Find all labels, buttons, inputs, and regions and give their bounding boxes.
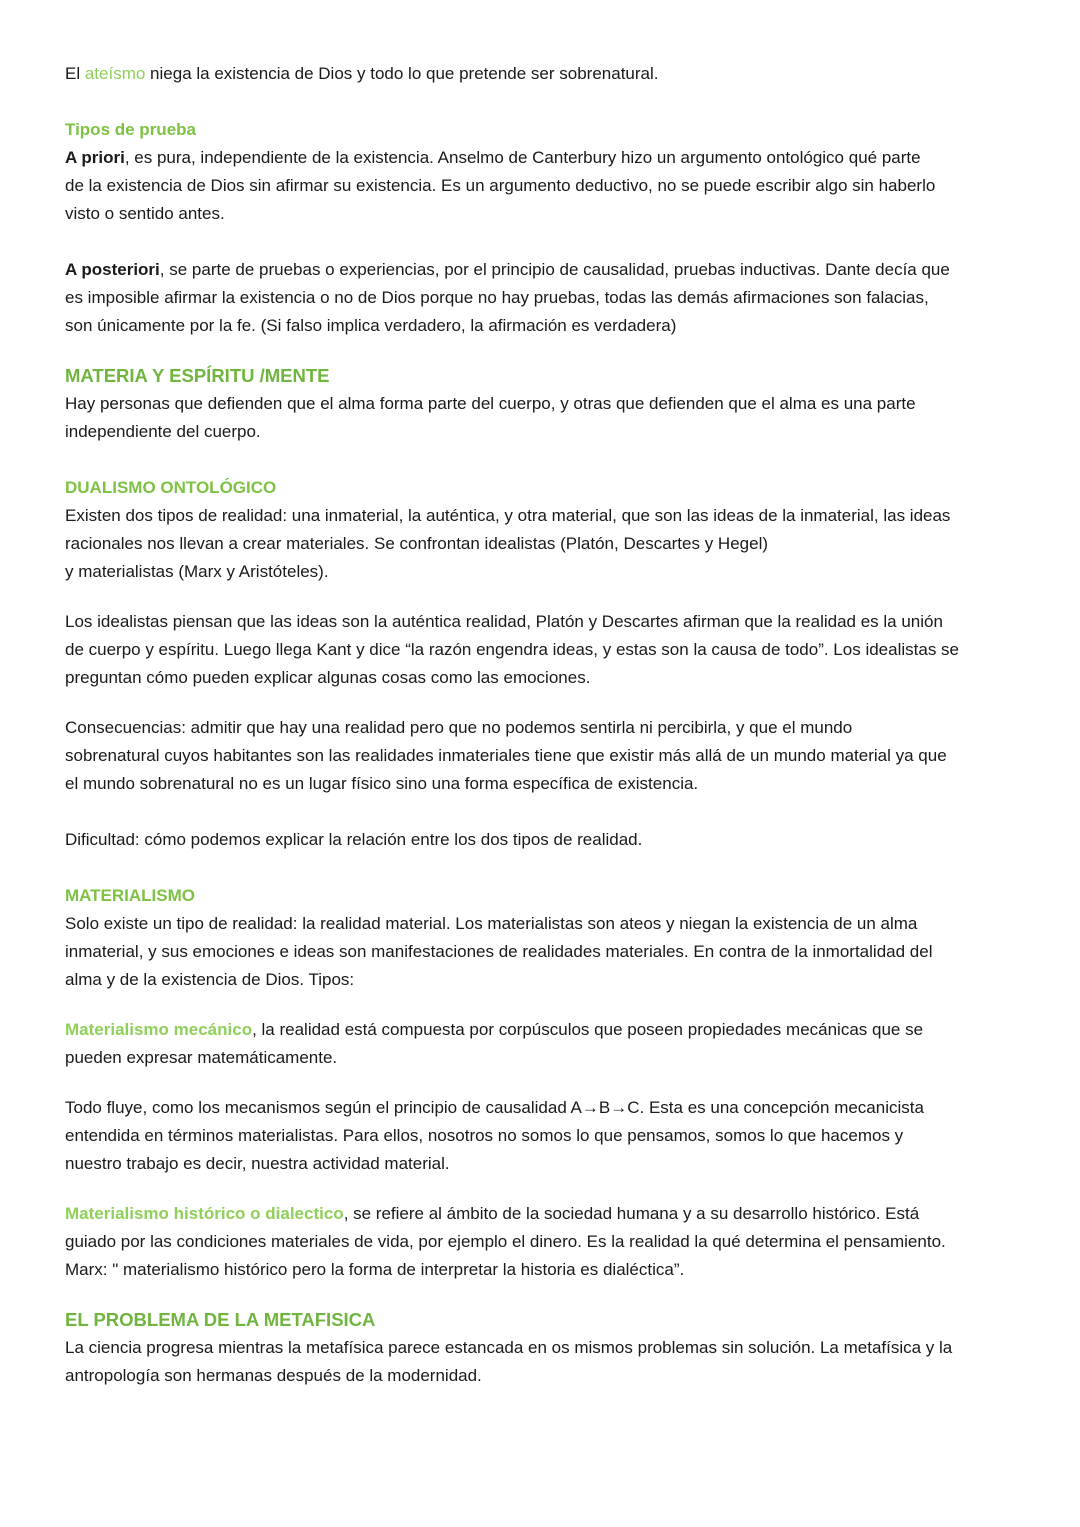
a-posteriori-term: A posteriori <box>65 260 160 279</box>
idealists-line: preguntan cómo pueden explicar algunas cosas como las emociones. <box>65 668 591 687</box>
consequences-line: sobrenatural cuyos habitantes son las realidades inmateriales tiene que existir más allá de un mundo material ya que <box>65 746 947 765</box>
a-priori-term: A priori <box>65 148 125 167</box>
document-page <box>65 60 1025 1390</box>
dualism-section <box>65 474 1025 586</box>
idealists-line: Los idealistas piensan que las ideas son la auténtica realidad, Platón y Descartes afirman que la realidad es la unión <box>65 612 943 631</box>
mechanical-materialism-term: Materialismo mecánico <box>65 1020 253 1039</box>
consequences-paragraph <box>65 714 1025 798</box>
historical-line: guiado por las condiciones materiales de vida, por ejemplo el dinero. Es la realidad la qué determina el pensamiento. <box>65 1232 946 1251</box>
metaphysics-heading: EL PROBLEMA DE LA METAFISICA <box>65 1309 376 1330</box>
matter-spirit-section <box>65 362 1025 446</box>
mechanical-line: , la realidad está compuesta por corpúsculos que poseen propiedades mecánicas que se <box>252 1020 924 1039</box>
a-posteriori-paragraph <box>65 256 1025 340</box>
flows-line: Todo fluye, como los mecanismos según el principio de causalidad A→B→C. Esta es una concepción mecanicista <box>65 1098 924 1117</box>
historical-line: Marx: " materialismo histórico pero la forma de interpretar la historia es dialéctica”. <box>65 1260 685 1279</box>
matter-spirit-line: independiente del cuerpo. <box>65 422 261 441</box>
materialism-heading: MATERIALISMO <box>65 886 196 905</box>
difficulty-paragraph <box>65 826 1025 854</box>
atheism-paragraph <box>65 60 1025 88</box>
materialism-line: Solo existe un tipo de realidad: la realidad material. Los materialistas son ateos y niegan la existencia de un alma <box>65 914 918 933</box>
difficulty-line: Dificultad: cómo podemos explicar la relación entre los dos tipos de realidad. <box>65 830 643 849</box>
metaphysics-section <box>65 1306 1025 1390</box>
a-priori-paragraph <box>65 144 1025 228</box>
metaphysics-line: La ciencia progresa mientras la metafísica parece estancada en os mismos problemas sin solución. La metafísica y la <box>65 1338 953 1357</box>
idealists-line: de cuerpo y espíritu. Luego llega Kant y dice “la razón engendra ideas, y estas son la causa de todo”. Los idealistas se <box>65 640 959 659</box>
everything-flows-paragraph <box>65 1094 1025 1178</box>
a-priori-line: visto o sentido antes. <box>65 204 225 223</box>
historical-materialism-paragraph <box>65 1200 1025 1284</box>
historical-materialism-term: Materialismo histórico o dialectico <box>65 1204 344 1223</box>
consequences-line: Consecuencias: admitir que hay una realidad pero que no podemos sentirla ni percibirla, y que el mundo <box>65 718 853 737</box>
matter-spirit-heading: MATERIA Y ESPÍRITU /MENTE <box>65 365 330 386</box>
atheism-post: niega la existencia de Dios y todo lo que pretende ser sobrenatural. <box>145 64 659 83</box>
materialism-line: alma y de la existencia de Dios. Tipos: <box>65 970 355 989</box>
dualism-line: Existen dos tipos de realidad: una inmaterial, la auténtica, y otra material, que son las ideas de la inmaterial, las ideas <box>65 506 951 525</box>
atheism-pre: El <box>65 64 85 83</box>
historical-line: , se refiere al ámbito de la sociedad humana y a su desarrollo histórico. Está <box>343 1204 920 1223</box>
idealists-paragraph <box>65 608 1025 692</box>
a-posteriori-line: , se parte de pruebas o experiencias, por el principio de causalidad, pruebas inductivas. Dante decía que <box>159 260 950 279</box>
flows-line: nuestro trabajo es decir, nuestra actividad material. <box>65 1154 450 1173</box>
consequences-line: el mundo sobrenatural no es un lugar físico sino una forma específica de existencia. <box>65 774 699 793</box>
dualism-heading: DUALISMO ONTOLÓGICO <box>65 478 277 497</box>
atheism-term: ateísmo <box>84 64 146 83</box>
dualism-line: racionales nos llevan a crear materiales. Se confrontan idealistas (Platón, Descartes y Hegel) <box>65 534 769 553</box>
dualism-line: y materialistas (Marx y Aristóteles). <box>65 562 329 581</box>
proof-types-heading: Tipos de prueba <box>65 120 196 139</box>
matter-spirit-line: Hay personas que defienden que el alma forma parte del cuerpo, y otras que defienden que el alma es una parte <box>65 394 916 413</box>
a-priori-line: , es pura, independiente de la existencia. Anselmo de Canterbury hizo un argumento ontológico qué parte <box>124 148 921 167</box>
a-posteriori-line: son únicamente por la fe. (Si falso implica verdadero, la afirmación es verdadera) <box>65 316 677 335</box>
metaphysics-line: antropología son hermanas después de la modernidad. <box>65 1366 482 1385</box>
proof-types-section <box>65 116 1025 228</box>
a-posteriori-line: es imposible afirmar la existencia o no de Dios porque no hay pruebas, todas las demás afirmaciones son falacias, <box>65 288 929 307</box>
mechanical-line: pueden expresar matemáticamente. <box>65 1048 338 1067</box>
flows-line: entendida en términos materialistas. Para ellos, nosotros no somos lo que pensamos, somos lo que hacemos y <box>65 1126 904 1145</box>
materialism-line: inmaterial, y sus emociones e ideas son manifestaciones de realidades materiales. En contra de la inmortalidad del <box>65 942 933 961</box>
materialism-section <box>65 882 1025 994</box>
mechanical-materialism-paragraph <box>65 1016 1025 1072</box>
a-priori-line: de la existencia de Dios sin afirmar su existencia. Es un argumento deductivo, no se puede escribir algo sin haberlo <box>65 176 936 195</box>
